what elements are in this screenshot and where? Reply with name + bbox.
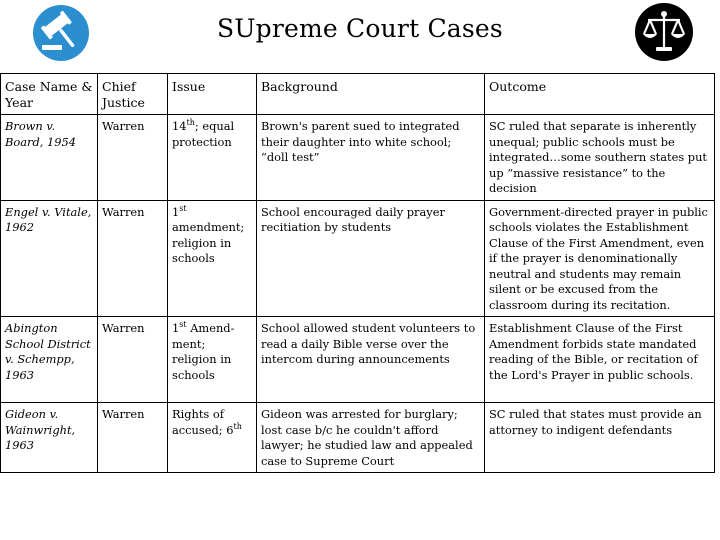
- issue-ordinal: th: [233, 421, 242, 431]
- outcome-cell: SC ruled that separate is inherently unequal; public schools must be integrated…some southern states put up “massive resistance” to the decision: [485, 115, 715, 201]
- case-name-cell: Gideon v. Wainwright, 1963: [1, 403, 98, 473]
- issue-text: Rights of accused; 6: [172, 407, 234, 437]
- issue-cell: [168, 317, 257, 403]
- issue-cell: [168, 200, 257, 317]
- issue-ordinal: th: [186, 118, 195, 128]
- header-chief-justice: Chief Justice: [98, 74, 168, 115]
- issue-text: 1: [172, 204, 180, 219]
- background-cell: School allowed student volunteers to read a daily Bible verse over the intercom during announcements: [257, 317, 485, 403]
- outcome-cell: Government-directed prayer in public schools violates the Establishment Clause of the First Amendment, even if the prayer is denominationally neutral and students may remain silent or be excused from the classroom during its recitation.: [485, 200, 715, 317]
- background-cell: Gideon was arrested for burglary; lost case b/c he couldn't afford lawyer; he studied law and appealed case to Supreme Court: [257, 403, 485, 473]
- issue-cell: [168, 403, 257, 473]
- header-background: Background: [257, 74, 485, 115]
- issue-text: 1: [172, 321, 180, 335]
- header-case-name: Case Name & Year: [1, 74, 98, 115]
- case-name-cell: Engel v. Vitale, 1962: [1, 200, 98, 317]
- issue-text-rest: amendment; religion in schools: [172, 220, 245, 265]
- chief-justice-cell: Warren: [98, 403, 168, 473]
- issue-text-rest: ; equal protection: [172, 119, 235, 149]
- case-name-cell: Abington School District v. Schempp, 1963: [1, 317, 98, 403]
- table-header-row: [1, 74, 715, 115]
- table-row: [1, 403, 715, 473]
- chief-justice-cell: Warren: [98, 317, 168, 403]
- table-row: [1, 115, 715, 201]
- issue-cell: [168, 115, 257, 201]
- chief-justice-cell: Warren: [98, 115, 168, 201]
- outcome-cell: Establishment Clause of the First Amendment forbids state mandated reading of the Bible, or recitation of the Lord's Prayer in public schools.: [485, 317, 715, 403]
- header-issue: Issue: [168, 74, 257, 115]
- scales-logo: [634, 2, 694, 62]
- background-cell: Brown's parent sued to integrated their daughter into white school; “doll test”: [257, 115, 485, 201]
- scales-of-justice-icon: [634, 2, 694, 62]
- background-cell: School encouraged daily prayer recitiation by students: [257, 200, 485, 317]
- case-name-cell: Brown v. Board, 1954: [1, 115, 98, 201]
- table-row: [1, 317, 715, 403]
- chief-justice-cell: Warren: [98, 200, 168, 317]
- outcome-cell: SC ruled that states must provide an attorney to indigent defendants: [485, 403, 715, 473]
- issue-ordinal: st: [179, 320, 187, 330]
- page-title: SUpreme Court Cases: [217, 14, 503, 43]
- table-row: [1, 200, 715, 317]
- issue-text-rest: Amend-ment; religion in schools: [172, 321, 235, 382]
- header-outcome: Outcome: [485, 74, 715, 115]
- cases-table: [0, 73, 715, 473]
- issue-text: 14: [172, 119, 187, 133]
- issue-ordinal: st: [179, 203, 187, 213]
